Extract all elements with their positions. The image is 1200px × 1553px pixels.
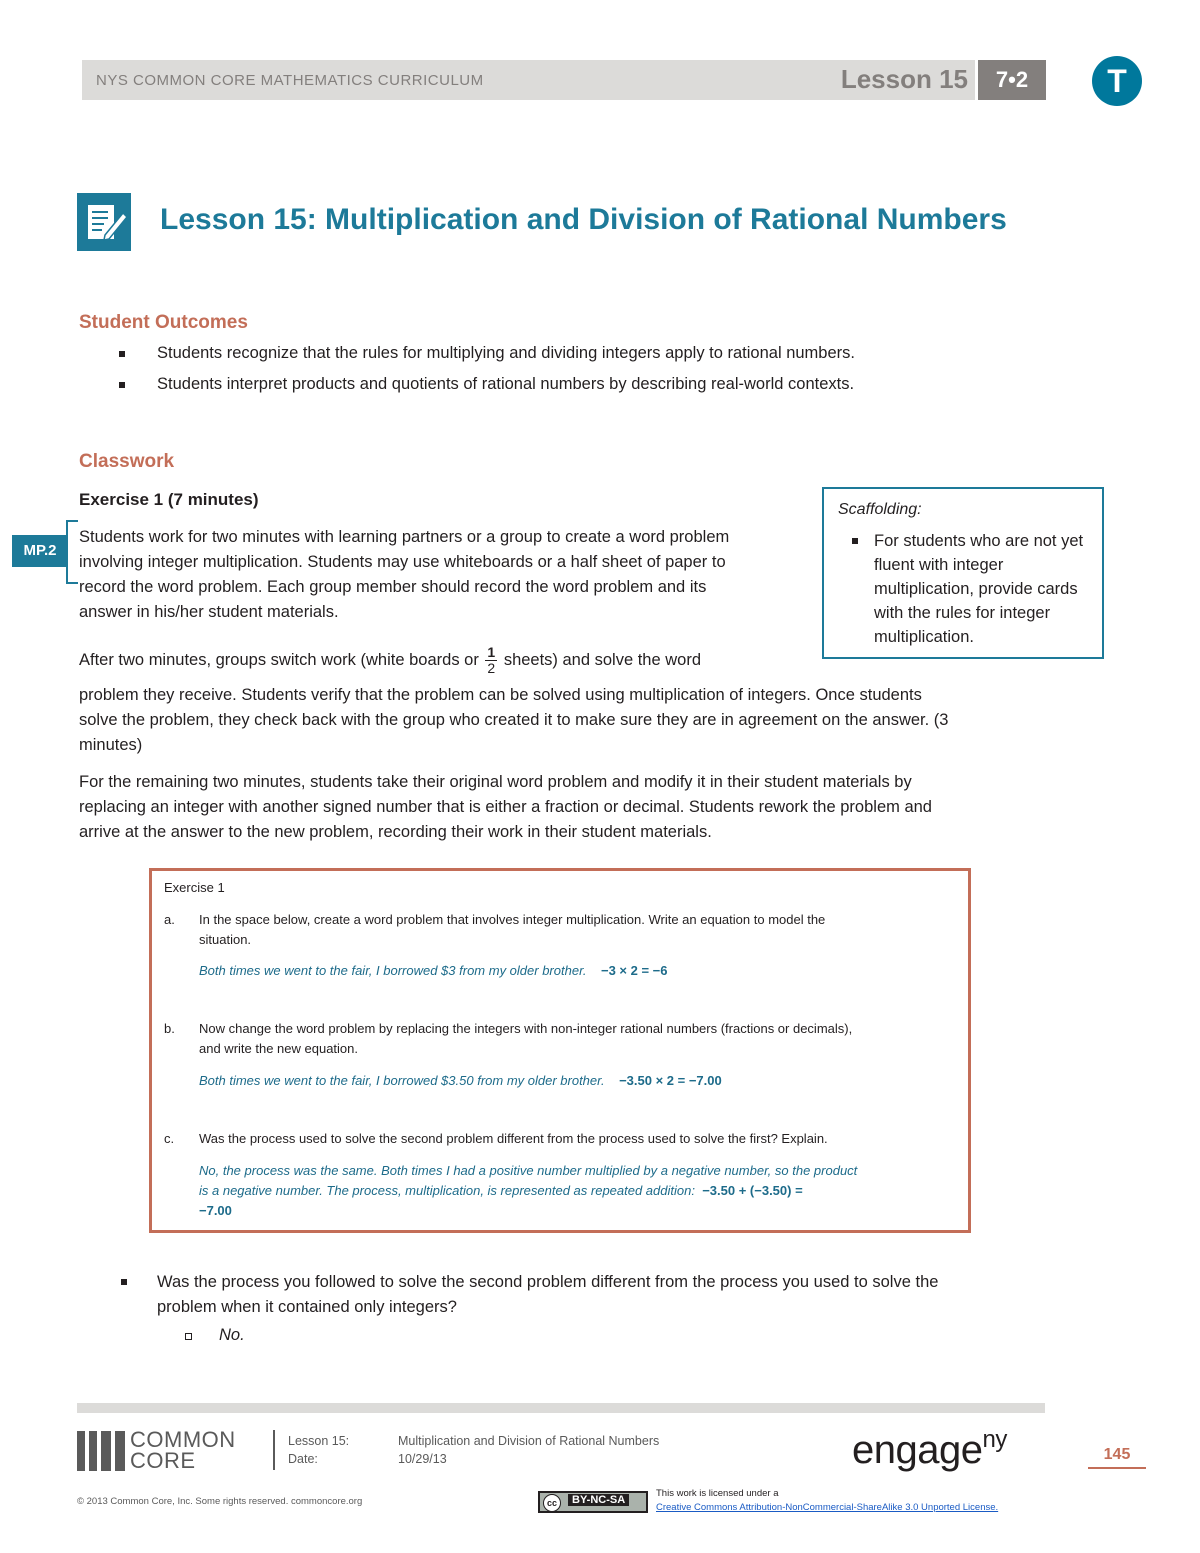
part-a-answer: Both times we went to the fair, I borrowed $3 from my older brother. −3 × 2 = −6 [199, 963, 668, 978]
scaffolding-title: Scaffolding: [838, 501, 922, 518]
footer-bar [77, 1403, 1045, 1413]
curriculum-title: NYS COMMON CORE MATHEMATICS CURRICULUM [96, 72, 484, 89]
bullet [852, 538, 858, 544]
copyright: © 2013 Common Core, Inc. Some rights reserved. commoncore.org [77, 1496, 363, 1507]
footer-date-label: Date: [288, 1452, 318, 1466]
part-a-question: In the space below, create a word problem that involves integer multiplication. Write an equation to model the situation. [199, 912, 826, 947]
footer-date-value: 10/29/13 [398, 1452, 447, 1466]
footer-divider [273, 1430, 275, 1470]
outcomes-heading: Student Outcomes [79, 312, 248, 333]
part-b-label: b. [164, 1021, 175, 1036]
followup-answer: No. [219, 1326, 245, 1344]
engageny-logo: engage$^{ny}$ [852, 1426, 1007, 1472]
page-number: 145 [1103, 1446, 1131, 1463]
part-c-answer: No, the process was the same. Both times I had a positive number multiplied by a negative number, so the product is a negative number. The process, multiplication, is represented as repeated addition: −3.50 + (−3.50) = −7.00 [199, 1163, 858, 1218]
scaffolding-box [822, 487, 1104, 659]
license-link[interactable]: Creative Commons Attribution-NonCommercial-ShareAlike 3.0 Unported License. [656, 1502, 999, 1513]
bullet [185, 1333, 192, 1340]
notebook-pencil-icon [77, 193, 131, 251]
paragraph-switch: problem they receive. Students verify that the problem can be solved using multiplication of integers. Once students solve the problem, they check back with the group who created it to make sure they are in agreement on the answer. (3 minutes) [79, 686, 949, 754]
lesson-title: Lesson 15: Multiplication and Division of Rational Numbers [160, 203, 1007, 236]
page-number-underline [1088, 1467, 1146, 1469]
part-c-label: c. [164, 1131, 175, 1146]
cc-license-badge[interactable] [538, 1491, 648, 1513]
header-lesson: Lesson 15 [840, 64, 968, 94]
license-text: This work is licensed under a [656, 1488, 779, 1499]
paragraph-remaining: For the remaining two minutes, students take their original word problem and modify it in their student materials by replacing an integer with another signed number that is either a fraction or decimal. Students rework the problem and arrive at the answer to the new problem, recording their work in their student materials. [79, 773, 932, 841]
part-c-question: Was the process used to solve the second problem different from the process used to solve the first? Explain. [199, 1131, 828, 1146]
exercise-box-title: Exercise 1 [164, 880, 225, 895]
mp-bracket [66, 520, 78, 584]
outcome-item: Students recognize that the rules for multiplying and dividing integers apply to rational numbers. [157, 344, 855, 363]
mp-tag: MP.2 [12, 535, 68, 567]
paragraph-switch-first: After two minutes, groups switch work (white boards or $\frac{1}{2}$ sheets) and solve the word [79, 644, 702, 677]
fraction-half: $\frac{1}{2}$ [487, 644, 496, 677]
part-b-question: Now change the word problem by replacing the integers with non-integer rational numbers (fractions or decimals), and write the new equation. [199, 1021, 853, 1056]
classwork-heading: Classwork [79, 451, 175, 472]
footer-lesson-label: Lesson 15: [288, 1434, 350, 1448]
part-b-answer: Both times we went to the fair, I borrowed $3.50 from my older brother. −3.50 × 2 = −7.00 [199, 1073, 722, 1088]
exercise-heading: Exercise 1 (7 minutes) [79, 490, 259, 509]
outcome-item: Students interpret products and quotients of rational numbers by describing real-world contexts. [157, 375, 854, 394]
scaffolding-text: For students who are not yet fluent with integer multiplication, provide cards with the rules for integer multiplication. [874, 532, 1084, 646]
part-a-label: a. [164, 912, 175, 927]
common-core-wordmark: COMMON CORE [130, 1427, 236, 1473]
followup-question: Was the process you followed to solve the second problem different from the process you used to solve the problem when it contained only integers? [157, 1270, 1037, 1320]
paragraph-instructions: Students work for two minutes with learning partners or a group to create a word problem involving integer multiplication. Students may use whiteboards or a half sheet of paper to record the word problem. Each group member should record the word problem and its answer in his/her student materials. [79, 528, 730, 621]
cc-badge-text: BY-NC-SA [568, 1494, 629, 1506]
grade-badge: 7•2 [978, 60, 1046, 100]
common-core-logo-icon [77, 1431, 125, 1471]
teacher-badge: T [1092, 56, 1142, 106]
footer-lesson-value: Multiplication and Division of Rational Numbers [398, 1434, 660, 1448]
cc-icon: cc [543, 1494, 561, 1512]
exercise-box [149, 868, 971, 1233]
